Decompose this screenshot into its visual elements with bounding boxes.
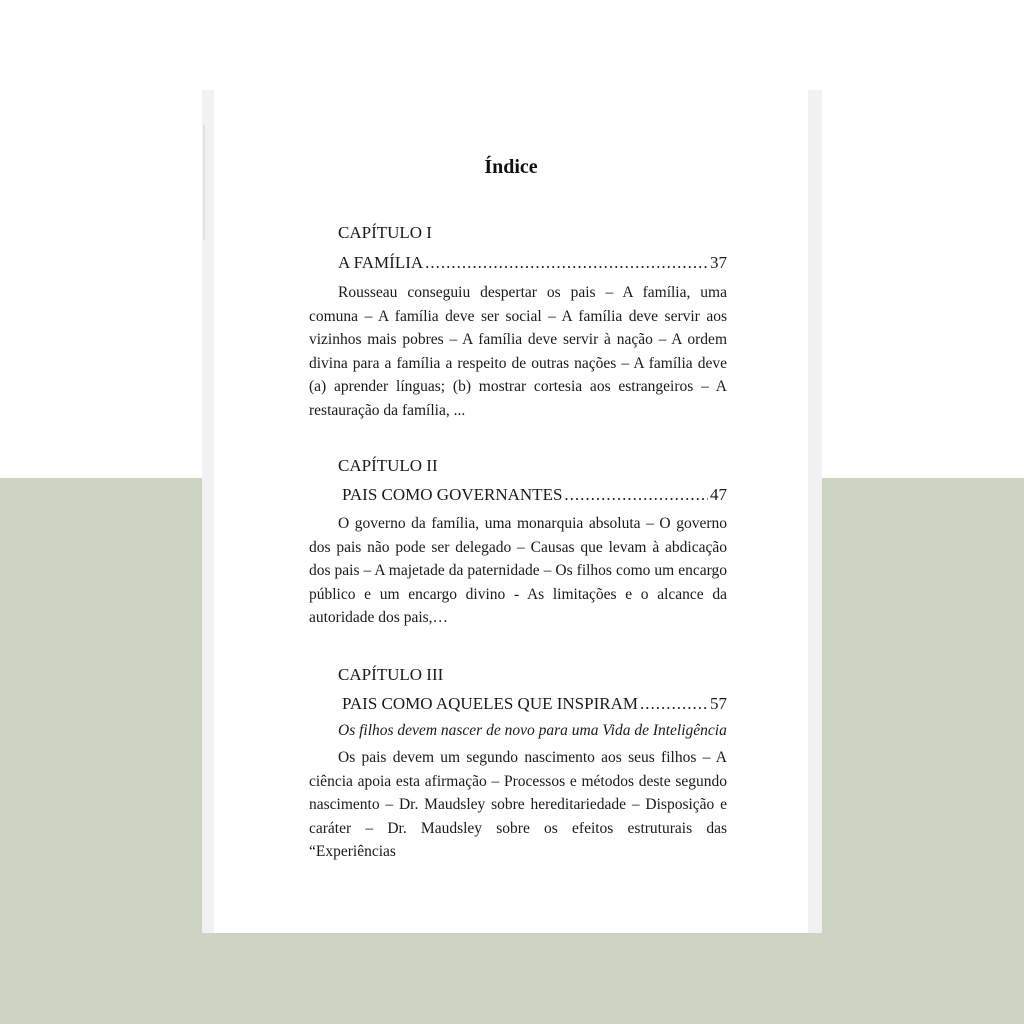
chapter-2-label: CAPÍTULO II [338, 456, 438, 475]
book-page [214, 90, 808, 933]
dot-leader [640, 694, 708, 714]
chapter-2-toc-line [342, 485, 727, 505]
chapter-1-label: CAPÍTULO I [338, 223, 432, 242]
dot-leader [564, 485, 708, 505]
chapter-1-page: 37 [710, 253, 727, 272]
chapter-3-toc-line [342, 694, 727, 714]
page-edge-mark [203, 125, 205, 240]
chapter-2-summary: O governo da família, uma monarquia absoluta – O governo dos pais não pode ser delegado – Causas que levam à abdicação dos pais – A majetade da paternidade – Os filhos como um encargo público e um encargo divino - As limitações e o alcance da autoridade dos pais,… [309, 515, 727, 626]
chapter-2-heading: PAIS COMO GOVERNANTES [342, 485, 563, 504]
chapter-1-toc-line [338, 253, 727, 273]
chapter-1-summary: Rousseau conseguiu despertar os pais – A família, uma comuna – A família deve ser social – A família deve servir aos vizinhos mais pobres – A família deve servir à nação – A ordem divina para a família a respeito de outras nações – A família deve (a) aprender línguas; (b) mostrar cortesia aos estrangeiros – A restauração da família, ... [309, 284, 727, 419]
chapter-3-summary: Os pais devem um segundo nascimento aos seus filhos – A ciência apoia esta afirmação – Processos e métodos deste segundo nascimento – Dr. Maudsley sobre hereditariedade – Disposição e caráter – Dr. Maudsley sobre os efeitos estruturais das “Experiências [309, 749, 727, 860]
chapter-3-label: CAPÍTULO III [338, 665, 444, 684]
page-title: Índice [484, 156, 538, 178]
chapter-3-subtitle: Os filhos devem nascer de novo para uma Vida de Inteligência [338, 722, 727, 739]
chapter-3-heading: PAIS COMO AQUELES QUE INSPIRAM [342, 694, 638, 713]
chapter-2-page: 47 [710, 485, 727, 504]
chapter-1-heading: A FAMÍLIA [338, 253, 424, 272]
dot-leader [425, 253, 708, 273]
chapter-3-page: 57 [710, 694, 727, 713]
